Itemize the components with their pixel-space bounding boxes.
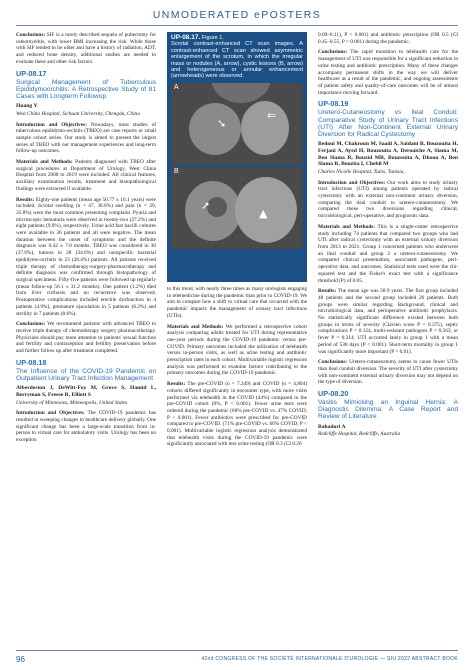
conclusions-text: Uretero-cutaneostomy seems to cause fewer UTIs than ileal conduit diversion. The severity of UTI after cystectomy with non-continent external urinary diversion may not depend on the type of diversion. (318, 359, 458, 386)
body-paragraph: to this trend, with nearly three times as many urologists engaging in telemedicine during the pandemic than prior to COVID-19. We aim to compare how a shift to virtual care that occurred with the pandemic impacts the management of urinary tract infections (UTIs). (167, 286, 307, 319)
column-right (318, 32, 458, 647)
methods-text: This is a single-center retrospective study including 74 patients that compared two groups who had UTI after radical cystectomy with an external urinary diversion from 2013 to 2021. Group 1 concerned patients who underwent an ileal conduit and group 2 a uretero-cutaneostomy. We compared clinical presentation, associated pathogens, peri-operative data, and outcomes. Statistical tests used were the chi-squared test and the Fisher's exact test with a significance threshold (P) of 0.05. (318, 223, 458, 284)
methods-label: Materials and Methods: (16, 159, 73, 166)
abstract-intro (318, 180, 458, 220)
ct-mass (189, 103, 241, 155)
conclusions-text: The rapid transition to telehealth care for the management of UTI was responsible for a significant reduction in urine testing and antibiotic prescription. Many of these changes accompany permanent shifts in the way we will deliver healthcare as a result of the pandemic, and ongoing assessments of patient safety and quality-of-care outcomes will be of utmost importance moving forward. (318, 49, 458, 96)
figure-caption-text: Scrotal contrast-enhanced CT scan images. A contrast-enhanced CT scan showed asymmetric enlargement of the scrotum, in which the irregular mass or nodules (A, arrow), cystic lesions (B, arrow) and heterogeneous or annular enhancement (arrowheads) were observed. (171, 41, 303, 80)
abstract-title: Surgical Management of Tuberculous Epididymoorchitis: A Retrospective Study of 81 Cases with Longterm Followup (16, 78, 156, 100)
page-footer (0, 650, 474, 670)
intro-label: Introduction and Objectives: (16, 121, 87, 128)
abstract-institution: University of Minnesota, Minneapolis, United States (16, 399, 128, 406)
methods-text: We performed a retrospective cohort analysis comparing adults treated for UTI during representative one-year periods during the COVID-19 pandemic versus pre-COVID. Primary outcomes included the utilization of telehealth versus in-person visits, as well as urine testing and antibiotic prescription rates in each cohort. Multivariable logistic regression analysis was performed to examine factors contributing to the primary outcomes during the COVID-19 pandemic. (167, 323, 307, 377)
abstract-institution: Redcliffe Hospital, Redcliffe, Australia (318, 431, 401, 438)
column-left (16, 32, 156, 647)
conclusions-text: We recommend patients with advanced TBEO to receive triple therapy of chemotherapy surgery pharmacotherapy. Physicians should pay more attention to patients' sexual function and fertility and contraception and fertility preservation before and further follow up after treatment completed. (16, 321, 156, 355)
abstract-results (16, 197, 156, 318)
footer-divider (16, 650, 458, 651)
abstract-methods (167, 324, 307, 378)
column-middle (167, 32, 307, 647)
figure-caption (171, 35, 303, 80)
arrow-icon: ➚ (201, 198, 211, 212)
methods-label: Materials and Methods: (318, 223, 376, 230)
panel-label-a: A (174, 83, 179, 91)
abstract-authors: Alberdeston J, DeWitt-Foy M, Grove S, Hamid L, Berryman S, Freese R, Elliott S (16, 385, 156, 398)
methods-label: Materials and Methods: (167, 323, 224, 330)
abstract-id: UP-08.19 (318, 99, 349, 109)
section-title: UNMODERATED ePOSTERS (152, 9, 322, 21)
arrow-icon: ➘ (217, 116, 227, 130)
results-label: Results: (16, 196, 35, 203)
abstract-conclusions (318, 359, 458, 386)
abstract-results (318, 288, 458, 355)
abstract-id: UP-08.17 (16, 68, 47, 78)
abstract-authors: Bahadori A (318, 423, 346, 430)
results-label: Results: (167, 381, 186, 388)
body-paragraph: 0.09–0.11), P < 0.001) and antibiotic prescription (OR 0.5 (CI 0.45–0.55, P < 0.001) during the pandemic. (318, 32, 458, 45)
results-text: The mean age was 58.9 years. The first group included 48 patients and the second group included 26 patients. Both groups were similar regarding Background, clinical and microbiological data, and perioperative antibiotic prophylaxis. No statistically significant difference existed between both groups in terms of severity (Clavien score P = 0.375), septic complications P = 0.124, multi-resistant pathogens P = 0.563, or fever P = 0.314. UTI occurred lately in group 1 with a mean period of 538 days (P < 0.001). Short-term mortality in group 1 was significantly more important (P = 0.01). (318, 288, 458, 355)
methods-text: Patients diagnosed with TBEO after surgical procedures at Department of Urology, West China Hospital from 2008 to 2019 were included. All clinical features, auxiliary examination results, treatment and histopathological findings were extracted if available. (16, 159, 156, 192)
panel-label-b: B (174, 167, 179, 175)
abstract-authors: Bedoui M, Chakroun M, Saadi A, Saidani B, Bouzouita H, Ferjani A, Ayed H, Bouzouita A, Derouiche A, Slama M, Ben Slama R, Bouzid MR, Bouzouita A, Dhaou A, Ben Slama R, Bouzita I, Chebil M (318, 141, 458, 168)
figure-label: Figure 1. (201, 35, 224, 41)
results-label: Results: (318, 288, 337, 295)
conclusions-label: Conclusions: (318, 49, 348, 56)
abstract-id: UP-08.20 (318, 389, 349, 399)
abstract-results (167, 381, 307, 448)
abstract-title: Uretero-Cutaneostomy vs Ileal Conduit: Comparative Study of Urinary Tract Infections (UTI) After Non-Continent External Urinary Diversion for Radical Cystectomy (318, 109, 458, 138)
abstract-institution: Charles Nicolle Hospital, Tunis, Tunisia, (318, 168, 405, 175)
conclusions-label: Conclusions: (318, 359, 348, 366)
conclusions-label: Conclusions: (16, 321, 46, 328)
conclusions-label: Conclusions: (16, 32, 46, 38)
figure-id: UP-08.17. (171, 34, 201, 41)
abstract-authors: Huang Y (16, 103, 38, 110)
abstract-conclusions (16, 321, 156, 355)
abstract-methods (16, 159, 156, 193)
intro-label: Introduction and Objectives: (16, 410, 85, 417)
abstract-id: UP-08.18 (16, 357, 47, 367)
intro-text: Our work aims to study urinary tract infections (UTI) among patients operated by radical cystectomy with an external non-continent urinary diversion, comparing the ileal conduit to uretero-cutaneostomy. We compared these two diversions regarding clinical, microbiological, peri-operative, and prognostic data. (318, 179, 458, 220)
results-text: The pre-COVID (n = 7,349) and COVID (n = 4,804) cohorts differed significantly in encounter type, with more visits performed via telehealth in the COVID (44%) compared to the pre-COVID cohort (0%, P < 0.001). Fewer urine tests were ordered during the pandemic (68% pre-COVID vs. 47% COVID; P < 0.001). Fewer antibiotics were prescribed for pre-COVID compared to pre-COVID. (71% pre-COVID vs. 66% COVID, P < 0.001). Multivariable logistic regression analysis demonstrated that telehealth visits during the COVID-19 pandemic were significantly associated with less urine testing (OR 0.3 (CI 0.26 (167, 381, 307, 448)
intro-text: Nowadays, most studies of tuberculous epididymo-orchitis (TBEO) are case reports or small sample cohort series. Our study is aimed to present the largest series of TBEO with our management experiences and long-term follow-up outcomes. (16, 121, 156, 155)
ct-pelvis (211, 83, 271, 103)
footer-text: 42nd CONGRESS OF THE SOCIÉTÉ INTERNATIONALE D'UROLOGIE — SIU 2022 ABSTRACT BOOK (201, 656, 458, 662)
abstract-methods (318, 224, 458, 284)
abstract-intro (16, 122, 156, 156)
abstract-title: Vasitis Mimicking an Inguinal Hernia: A Diagnostic Dilemma: A Case Report and Review of Literature (318, 399, 458, 421)
page-number: 96 (16, 655, 25, 664)
arrowhead-icon: ▲ (259, 206, 268, 220)
intro-text: The COVID-19 pandemic has resulted in sweeping changes to healthcare delivery globally. One significant change has been a large-scale transition from in-person to virtual care for ambulatory visits. Urology has been no exception (16, 410, 156, 444)
header-divider (16, 25, 458, 26)
page-header (0, 0, 474, 26)
intro-label: Introduction and Objectives: (318, 179, 386, 186)
figure-box (167, 32, 307, 282)
arrow-icon: ⇐ (267, 108, 277, 122)
abstract-title: The Influence of the COVID-19 Pandemic on Outpatient Urinary Tract Infection Management (16, 367, 156, 382)
prev-conclusions (16, 32, 156, 66)
conclusions-text: SIF is a rarely described sequela of pubectomy for osteomyelitis, with lower BMI increasing the risk. While those with SIF tended to be older and have a history of radiation, ADT, and reduced bone density, additional studies are needed to evaluate these and other risk factors. (16, 32, 156, 65)
abstract-institution: West China Hospital, Sichuan University, Chengdu, China (16, 110, 140, 117)
ct-mass (241, 101, 289, 155)
abstract-intro (16, 410, 156, 444)
results-text: Eighty-one patients (mean age 50.77 ± 16.1 years) were included. Scrotal swelling (n = 47, 38.0%) and pain (n = 29, 35.8%) were the most common presenting complaint. Pyuria and microscopic hematuria were observed in twenty-two (27.2%) and eight patients (9.9%), respectively. Urine acid fast bacilli cultures were available in 36 patients and all were negative. The mean duration between the onset of symptoms and the definite diagnosis was 6.42 ± 7.0 months. TBEO was considered in 30 (37.0%), tumors in 28 (34.6%) and nonspecific bacterial epididymo-orchitis in 23 (28.4%) patients. All patients received triple therapy of chemotherapy-surgery-pharmacotherapy and definite diagnosis was confirmed through histopathology of surgical specimens. Fifty-five patients were followed up regularly (mean follow-up 56.1 ± 31.2 months). One patient (1.2%) died from liver cirrhosis and no recurrence was observed. Postoperative complications included erectile dysfunction in 4 patients (4.9%), premature ejaculation in 5 patients (6.2%) and sterility in 7 patients (8.6%). (16, 196, 156, 317)
ct-image-panel-b (171, 167, 303, 249)
abstract-conclusions (318, 49, 458, 96)
ct-image-panel-a (171, 83, 303, 165)
